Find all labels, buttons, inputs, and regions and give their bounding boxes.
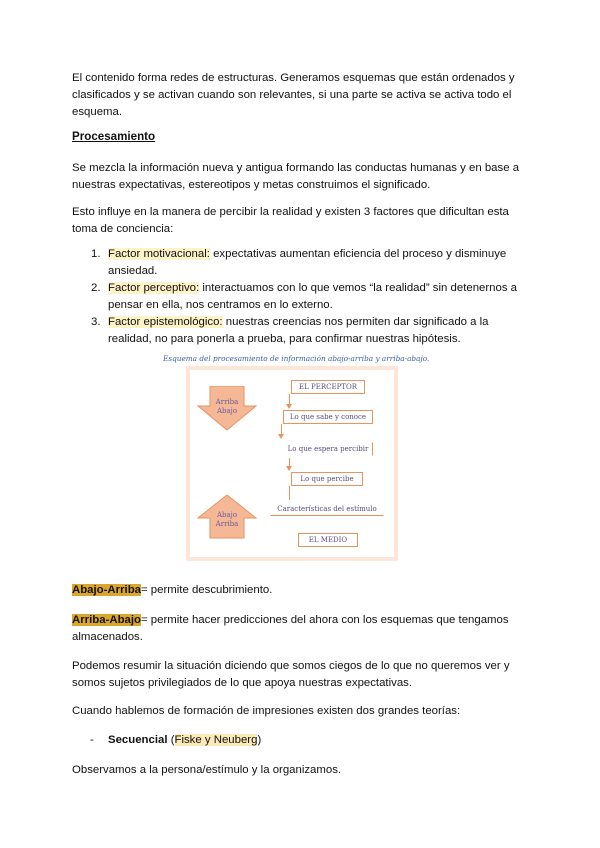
- factor-item: [72, 280, 534, 314]
- box-medio: EL MEDIO: [298, 533, 358, 547]
- factors-intro-paragraph: Esto influye en la manera de percibir la realidad y existen 3 factores que dificultan esta toma de conciencia:: [72, 206, 509, 235]
- top-arrow-line1: Arriba: [215, 398, 239, 406]
- factor-number: 3.: [91, 316, 101, 328]
- arriba-abajo-term: Arriba-Abajo: [72, 614, 141, 626]
- theory-name: Secuencial: [108, 734, 168, 746]
- top-arrow-line2: Abajo: [216, 407, 238, 415]
- theory-close-paren: ): [257, 734, 262, 746]
- theory-open-paren: (: [167, 734, 175, 746]
- abajo-arriba-term: Abajo-Arriba: [72, 584, 141, 596]
- connector-line: [289, 486, 290, 500]
- arrow-head-icon: [286, 466, 292, 471]
- factor-number: 1.: [91, 248, 101, 260]
- list-dash: -: [90, 734, 94, 746]
- box-percibe: Lo que percibe: [291, 472, 363, 486]
- factors-list: [72, 246, 534, 348]
- box-caracteristicas: Características del estímulo: [270, 502, 384, 516]
- abajo-arriba-paragraph: [72, 582, 534, 599]
- theory-text: [108, 732, 261, 749]
- abajo-arriba-text: = permite descubrimiento.: [140, 584, 273, 596]
- factor-term: Factor epistemológico:: [108, 316, 223, 328]
- factor-term: Factor perceptivo:: [108, 282, 200, 294]
- arrow-head-icon: [286, 404, 292, 409]
- box-espera-percibir: Lo que espera percibir: [283, 442, 373, 456]
- box-perceptor: EL PERCEPTOR: [291, 380, 365, 394]
- intro-paragraph: El contenido forma redes de estructuras. Generamos esquemas que están ordenados y clasificados y se activan cuando son relevantes, si una parte se activa se activa todo el esquema.: [72, 72, 515, 118]
- factor-text: interactuamos con lo que vemos “la realidad” sin detenernos a pensar en ella, nos centramos en lo externo.: [108, 282, 518, 311]
- factor-term: Factor motivacional:: [108, 248, 210, 260]
- factor-text: nuestras creencias nos permiten dar significado a la realidad, no para ponerla a prueba, para confirmar nuestras hipótesis.: [108, 316, 489, 345]
- summary-paragraph: Podemos resumir la situación diciendo que somos ciegos de lo que no queremos ver y somos sujetos privilegiados de lo que apoya nuestras expectativas.: [72, 660, 510, 689]
- theories-intro-paragraph: Cuando hablemos de formación de impresiones existen dos grandes teorías:: [72, 705, 461, 717]
- bottom-arrow-line1: Abajo: [216, 511, 238, 519]
- box-sabe-conoce: Lo que sabe y conoce: [283, 410, 373, 424]
- figure-caption: Esquema del procesamiento de información abajo-arriba y arriba-abajo.: [163, 354, 430, 363]
- factor-item: [72, 314, 534, 348]
- figure-diagram: [190, 370, 394, 557]
- factor-item: [72, 246, 534, 280]
- factor-number: 2.: [91, 282, 101, 294]
- theory-authors: Fiske y Neuberg: [174, 734, 258, 746]
- top-arrow-label: [207, 398, 247, 416]
- factor-text: expectativas aumentan eficiencia del proceso y disminuye ansiedad.: [108, 248, 507, 277]
- bottom-arrow-label: [207, 511, 247, 529]
- arriba-abajo-text: = permite hacer predicciones del ahora con los esquemas que tengamos almacenados.: [72, 614, 509, 643]
- arriba-abajo-paragraph: [72, 612, 534, 646]
- arrow-head-icon: [278, 434, 284, 439]
- bottom-arrow-line2: Arriba: [215, 520, 239, 528]
- closing-paragraph: Observamos a la persona/estímulo y la organizamos.: [72, 764, 342, 776]
- processing-paragraph: Se mezcla la información nueva y antigua formando las conductas humanas y en base a nuestras expectativas, estereotipos y metas construimos el significado.: [72, 162, 520, 191]
- section-heading: Procesamiento: [72, 130, 156, 143]
